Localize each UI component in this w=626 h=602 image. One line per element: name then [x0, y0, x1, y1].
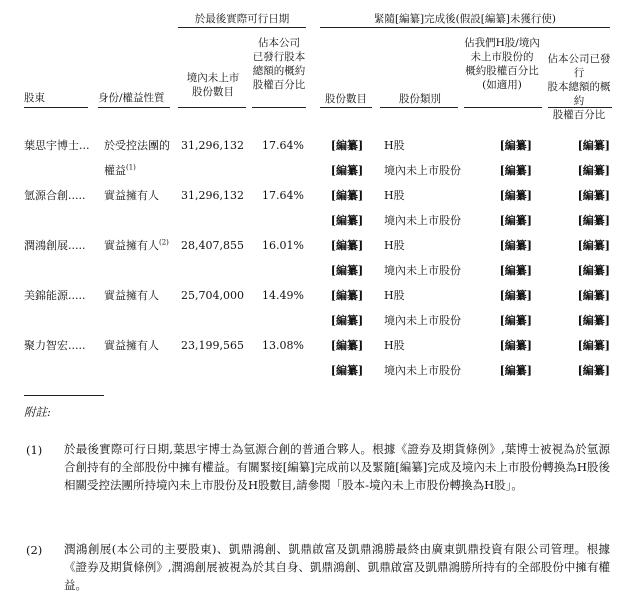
after-share-class: 境內未上市股份	[384, 264, 461, 277]
group-header-after-listing: 緊隨[編纂]完成後(假設[編纂]未獲行使)	[373, 13, 557, 25]
header-line: 未上市股份的	[470, 51, 534, 63]
after-pct-total: [編纂]	[577, 289, 610, 302]
notes-title: 附註:	[24, 405, 51, 419]
after-pct-class: [編纂]	[499, 239, 532, 252]
after-share-count: [編纂]	[330, 239, 364, 252]
col-header-pct-company	[252, 36, 306, 92]
shareholder-name: 美錦能源.....	[24, 289, 86, 302]
shareholder-name: 氫源合創.....	[24, 189, 86, 202]
after-share-count: [編纂]	[330, 139, 364, 152]
after-share-class: H股	[384, 139, 405, 152]
shareholder-name: 潤鴻創展.....	[24, 239, 86, 252]
after-pct-class: [編纂]	[499, 164, 532, 177]
capacity-text: 實益擁有人$^{(2)}$	[104, 238, 169, 252]
domestic-shares-count: 25,704,000	[181, 289, 244, 302]
divider	[320, 27, 610, 28]
domestic-shares-count: 31,296,132	[181, 189, 244, 202]
header-line: 股權百分比	[252, 79, 306, 91]
divider	[252, 107, 306, 108]
shareholding-percentage: 16.01%	[262, 239, 304, 252]
after-pct-total: [編纂]	[577, 239, 610, 252]
header-line: 股份數目	[192, 86, 234, 98]
footnote-ref: (1)	[126, 163, 136, 172]
domestic-shares-count: 31,296,132	[181, 139, 244, 152]
col-header-pct-class	[462, 36, 542, 92]
after-pct-class: [編纂]	[499, 189, 532, 202]
note-1-number: (1)	[26, 443, 43, 457]
divider	[464, 107, 542, 108]
after-share-count: [編纂]	[330, 289, 364, 302]
header-line: 佔本公司	[258, 37, 300, 49]
capacity-text: 實益擁有人	[104, 189, 159, 202]
after-pct-class: [編纂]	[499, 314, 532, 327]
shareholding-percentage: 17.64%	[262, 189, 304, 202]
after-share-count: [編纂]	[330, 214, 364, 227]
after-share-class: H股	[384, 239, 405, 252]
after-pct-class: [編纂]	[499, 364, 532, 377]
header-line: 概約股權百分比	[465, 65, 539, 77]
after-pct-total: [編纂]	[577, 214, 610, 227]
shareholding-percentage: 17.64%	[262, 139, 304, 152]
footnote-ref: (2)	[159, 238, 169, 247]
domestic-shares-count: 28,407,855	[181, 239, 244, 252]
header-line: 總額的概約	[252, 65, 306, 77]
after-pct-class: [編纂]	[499, 214, 532, 227]
note-1-text: 於最後實際可行日期,葉思宇博士為氫源合創的普通合夥人。根據《證券及期貨條例》,葉博士被視為於氫源合創持有的全部股份中擁有權益。有關緊接[編纂]完成前以及緊隨[編纂]完成及境內未上市股份轉換為H股後相關受控法團所持境內未上市股份及H股數目,請參閱「股本-境內未上市股份轉換為H股」。	[64, 442, 610, 492]
after-pct-total: [編纂]	[577, 139, 610, 152]
divider	[178, 27, 306, 28]
header-line: 股本總額的概約	[547, 81, 611, 107]
after-pct-total: [編纂]	[577, 189, 610, 202]
after-share-count: [編纂]	[330, 189, 364, 202]
divider	[24, 107, 88, 108]
note-2-number: (2)	[26, 543, 43, 557]
after-pct-class: [編纂]	[499, 139, 532, 152]
after-share-class: 境內未上市股份	[384, 314, 461, 327]
header-line: 股權百分比	[552, 109, 606, 121]
after-share-count: [編纂]	[330, 264, 364, 277]
after-share-count: [編纂]	[330, 364, 364, 377]
after-pct-total: [編纂]	[577, 364, 610, 377]
after-share-class: 境內未上市股份	[384, 164, 461, 177]
divider	[178, 107, 246, 108]
shareholding-percentage: 13.08%	[262, 339, 304, 352]
header-line: 佔本公司已發行	[547, 53, 611, 79]
header-line: 佔我們H股/境內	[464, 37, 540, 49]
group-header-latest-date: 於最後實際可行日期	[194, 13, 290, 25]
after-share-class: 境內未上市股份	[384, 214, 461, 227]
divider	[548, 107, 612, 108]
after-share-count: [編纂]	[330, 339, 364, 352]
after-pct-class: [編纂]	[499, 264, 532, 277]
header-line: 境內未上市	[186, 72, 240, 84]
note-2-text: 潤鴻創展(本公司的主要股東)、凱鼎鴻創、凱鼎啟富及凱鼎鴻勝最終由廣東凱鼎投資有限公司管理。根據《證券及期貨條例》,潤鴻創展被視為於其自身、凱鼎鴻創、凱鼎啟富及凱鼎鴻勝所持有的全部股份中擁有權益。	[64, 542, 610, 592]
after-share-class: H股	[384, 339, 405, 352]
after-share-class: 境內未上市股份	[384, 364, 461, 377]
after-pct-total: [編纂]	[577, 264, 610, 277]
after-share-class: H股	[384, 189, 405, 202]
after-pct-total: [編纂]	[577, 314, 610, 327]
col-header-share-count: 股份數目	[325, 93, 367, 105]
capacity-text: 實益擁有人	[104, 289, 159, 302]
after-share-count: [編纂]	[330, 164, 364, 177]
after-share-class: H股	[384, 289, 405, 302]
col-header-domestic-unlisted	[178, 71, 248, 99]
capacity-text: 權益$^{(1)}$	[104, 163, 136, 177]
col-header-shareholder: 股東	[24, 92, 45, 104]
after-share-count: [編纂]	[330, 314, 364, 327]
after-pct-class: [編纂]	[499, 339, 532, 352]
header-line: 已發行股本	[252, 51, 306, 63]
after-pct-total: [編纂]	[577, 339, 610, 352]
notes-divider	[24, 395, 104, 396]
col-header-share-class: 股份類別	[399, 93, 441, 105]
divider	[98, 107, 170, 108]
capacity-text: 實益擁有人	[104, 339, 159, 352]
domestic-shares-count: 23,199,565	[181, 339, 244, 352]
divider	[380, 107, 458, 108]
divider	[320, 107, 372, 108]
col-header-pct-total	[546, 52, 612, 122]
after-pct-total: [編纂]	[577, 164, 610, 177]
col-header-capacity: 身份/權益性質	[98, 92, 165, 104]
header-line: (如適用)	[482, 79, 522, 91]
shareholder-name: 聚力智宏.....	[24, 339, 86, 352]
capacity-text: 於受控法團的	[104, 139, 170, 152]
after-pct-class: [編纂]	[499, 289, 532, 302]
shareholding-percentage: 14.49%	[262, 289, 304, 302]
shareholder-name: 葉思宇博士...	[24, 139, 90, 152]
